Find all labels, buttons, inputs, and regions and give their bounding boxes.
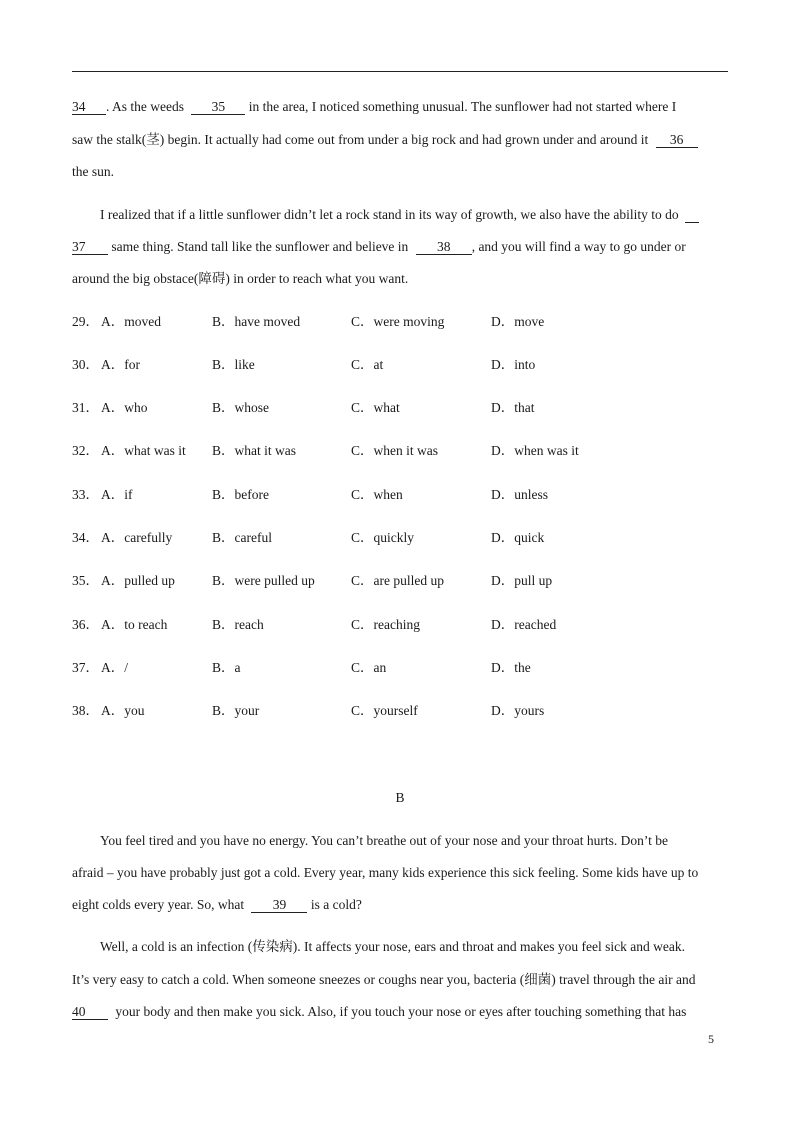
option-d: D．into [491,357,536,372]
option-d: D．the [491,660,531,675]
option-c: C．when [351,487,403,502]
option-d: D．when was it [491,443,579,458]
option-b: B．were pulled up [212,573,315,588]
blank-37: 37 [72,239,108,255]
option-c: C．what [351,400,400,415]
option-b: B．careful [212,530,272,545]
option-d: D．pull up [491,573,553,588]
option-a: A．to reach [101,617,168,632]
question-number: 32． [72,443,99,458]
option-c: C．reaching [351,617,420,632]
section-b-p1-line-1: You feel tired and you have no energy. You can’t breathe out of your nose and your throat hurts. Don’t be [100,833,669,848]
option-d: D．move [491,314,545,329]
option-c: C．were moving [351,314,445,329]
section-b-p2-line-3: 40 your body and then make you sick. Also, if you touch your nose or eyes after touching something that has [72,1004,687,1019]
option-c: C．quickly [351,530,414,545]
option-d: D．yours [491,703,545,718]
option-c: C．when it was [351,443,438,458]
blank-40: 40 [72,1004,108,1020]
option-b: B．like [212,357,255,372]
question-number: 35． [72,573,99,588]
passage-a-p1-line-3: the sun. [72,164,114,179]
option-d: D．that [491,400,535,415]
section-b-p2-line-2: It’s very easy to catch a cold. When someone sneezes or coughs near you, bacteria (细菌) travel through the air and [72,972,696,987]
blank-37-start [685,207,699,223]
question-number: 38． [72,703,99,718]
option-a: A．if [101,487,133,502]
option-c: C．an [351,660,387,675]
option-a: A．who [101,400,148,415]
option-c: C．are pulled up [351,573,444,588]
question-number: 37． [72,660,99,675]
option-b: B．have moved [212,314,301,329]
option-d: D．quick [491,530,545,545]
option-a: A．you [101,703,145,718]
blank-35: 35 [191,99,245,115]
option-d: D．unless [491,487,548,502]
question-number: 34． [72,530,99,545]
question-number: 30． [72,357,99,372]
blank-39: 39 [251,897,307,913]
section-heading-b: B [395,790,405,805]
passage-a-p2-line-1: I realized that if a little sunflower didn’t let a rock stand in its way of growth, we also have the ability to do [100,206,699,224]
option-a: A．what was it [101,443,186,458]
option-b: B．a [212,660,241,675]
passage-a-p1-line-2: saw the stalk(茎) begin. It actually had come out from under a big rock and had grown under and around it 36 [72,131,698,149]
option-a: A．moved [101,314,161,329]
section-b-p2-line-1: Well, a cold is an infection (传染病). It affects your nose, ears and throat and makes you feel sick and weak. [100,939,685,954]
option-a: A．for [101,357,140,372]
option-b: B．what it was [212,443,296,458]
question-number: 36． [72,617,99,632]
option-c: C．at [351,357,384,372]
blank-36: 36 [656,132,698,148]
option-b: B．reach [212,617,264,632]
option-a: A．carefully [101,530,173,545]
passage-a-p2-line-3: around the big obstace(障碍) in order to reach what you want. [72,271,409,286]
passage-a-p1-line-1: 34 . As the weeds 35 in the area, I noticed something unusual. The sunflower had not started where I [72,99,677,114]
passage-a-p2-line-2: 37 same thing. Stand tall like the sunflower and believe in 38 , and you will find a way to go under or [72,239,686,254]
option-c: C．yourself [351,703,418,718]
option-b: B．before [212,487,269,502]
section-b-p1-line-2: afraid – you have probably just got a cold. Every year, many kids experience this sick feeling. Some kids have up to [72,865,699,880]
question-number: 29． [72,314,99,329]
option-a: A．pulled up [101,573,175,588]
option-d: D．reached [491,617,557,632]
page-number: 5 [708,1032,714,1046]
question-number: 33． [72,487,99,502]
blank-34: 34 [72,99,106,115]
option-b: B．whose [212,400,269,415]
section-b-p1-line-3: eight colds every year. So, what 39 is a cold? [72,897,362,912]
option-a: A．/ [101,660,128,675]
question-number: 31． [72,400,99,415]
blank-38: 38 [416,239,472,255]
option-b: B．your [212,703,260,718]
header-rule [72,71,728,72]
